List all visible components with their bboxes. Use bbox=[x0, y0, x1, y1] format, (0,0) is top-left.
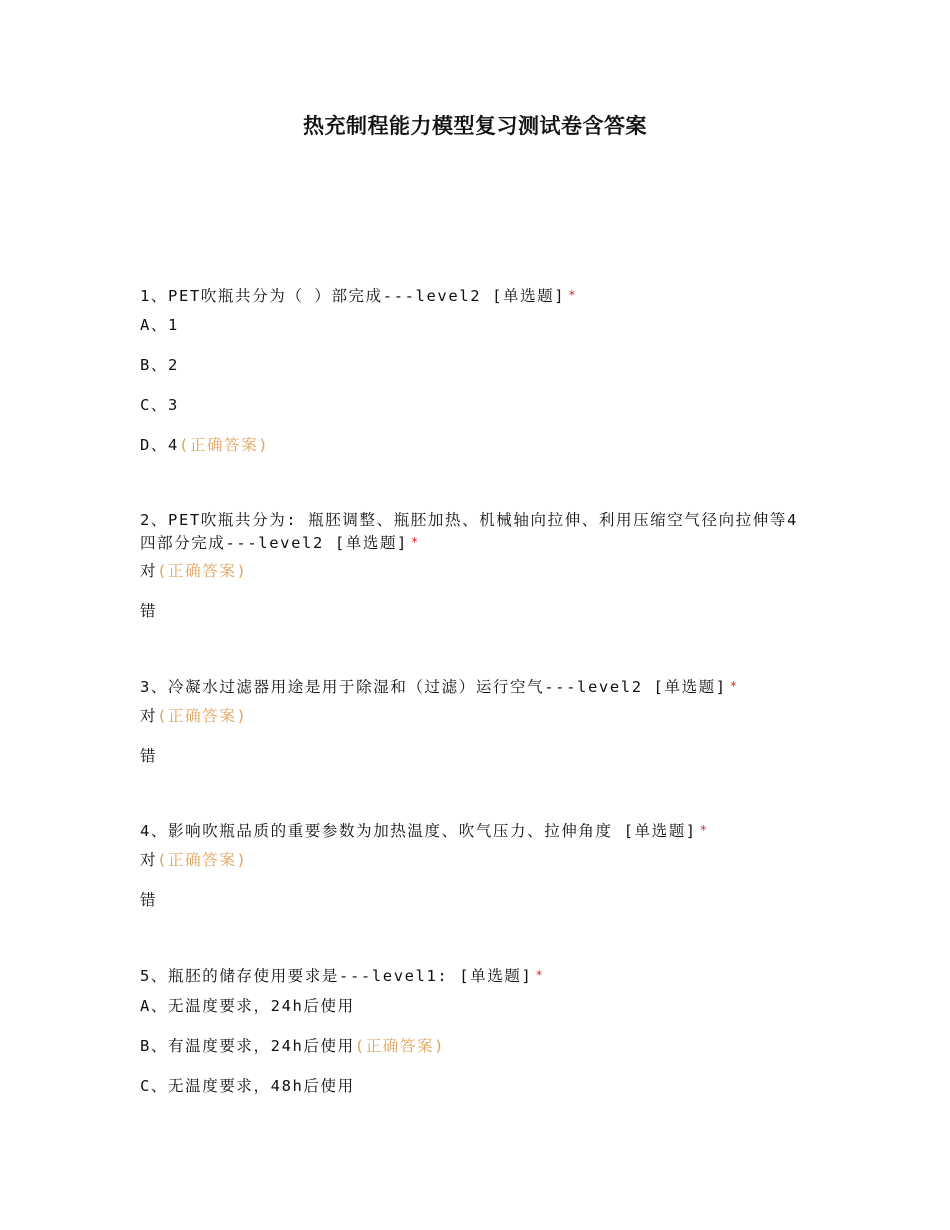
required-mark: * bbox=[568, 288, 578, 302]
q1-option-a: A、1 bbox=[140, 316, 179, 334]
question-5-text: 5、瓶胚的储存使用要求是---level1: [单选题] bbox=[140, 967, 533, 985]
q3-option-true-text: 对 bbox=[140, 707, 158, 725]
question-1 bbox=[140, 284, 577, 307]
required-mark: * bbox=[699, 823, 709, 837]
correct-answer-label: (正确答案) bbox=[157, 707, 248, 725]
q2-option-false: 错 bbox=[140, 602, 158, 620]
q2-option-true-text: 对 bbox=[140, 562, 158, 580]
q1-option-b: B、2 bbox=[140, 356, 179, 374]
q5-option-a: A、无温度要求，24h后使用 bbox=[140, 997, 355, 1015]
q3-option-true bbox=[140, 705, 247, 727]
question-3 bbox=[140, 675, 739, 698]
question-3-text: 3、冷凝水过滤器用途是用于除湿和（过滤）运行空气---level2 [单选题] bbox=[140, 678, 727, 696]
q4-option-false: 错 bbox=[140, 891, 158, 909]
required-mark: * bbox=[535, 968, 545, 982]
correct-answer-label: (正确答案) bbox=[157, 851, 248, 869]
q2-option-true bbox=[140, 560, 247, 582]
q5-option-b bbox=[140, 1035, 445, 1057]
question-4 bbox=[140, 819, 709, 842]
correct-answer-label: (正确答案) bbox=[157, 562, 248, 580]
q3-option-false: 错 bbox=[140, 747, 158, 765]
correct-answer-label: (正确答案) bbox=[178, 436, 270, 454]
q4-option-true bbox=[140, 849, 247, 871]
page-title: 热充制程能力模型复习测试卷含答案 bbox=[303, 113, 647, 138]
required-mark: * bbox=[729, 679, 739, 693]
question-4-text: 4、影响吹瓶品质的重要参数为加热温度、吹气压力、拉伸角度 [单选题] bbox=[140, 822, 697, 840]
q5-option-c: C、无温度要求，48h后使用 bbox=[140, 1077, 355, 1095]
question-2 bbox=[140, 509, 805, 554]
q1-option-d-text: D、4 bbox=[140, 436, 179, 454]
required-mark: * bbox=[410, 535, 420, 549]
question-2-text: 2、PET吹瓶共分为: 瓶胚调整、瓶胚加热、机械轴向拉伸、利用压缩空气径向拉伸等4四部分完成---level2 [单选题] bbox=[140, 511, 798, 552]
question-1-text: 1、PET吹瓶共分为（ ）部完成---level2 [单选题] bbox=[140, 287, 566, 305]
q5-option-b-text: B、有温度要求，24h后使用 bbox=[140, 1037, 355, 1055]
q1-option-d bbox=[140, 434, 269, 456]
q1-option-c: C、3 bbox=[140, 396, 179, 414]
correct-answer-label: (正确答案) bbox=[354, 1037, 445, 1055]
question-5 bbox=[140, 964, 544, 987]
q4-option-true-text: 对 bbox=[140, 851, 158, 869]
